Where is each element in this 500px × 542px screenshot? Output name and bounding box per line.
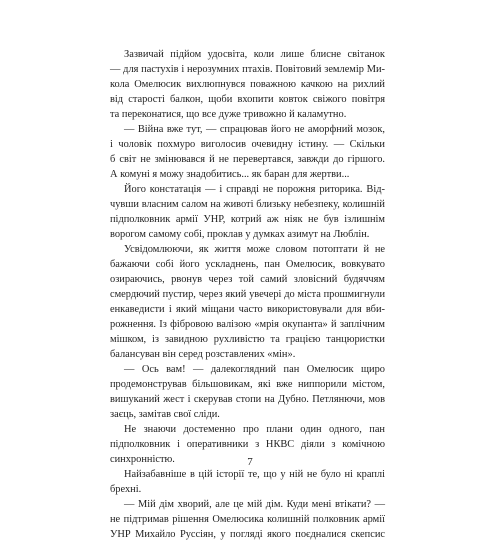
- text-line: мішком, із завидною рухливістю та грацією танцюристки: [110, 334, 385, 345]
- text-line: — Війна вже тут, — спрацював його не аморфний мозок,: [124, 124, 385, 135]
- paragraph: [110, 467, 385, 497]
- text-line: Його констатація — і справді не порожня риторика. Від-: [124, 184, 385, 195]
- text-line: чувши власним салом на животі близьку небезпеку, колишній: [110, 199, 385, 210]
- text-line: брехні.: [110, 484, 142, 495]
- text-line: — для пастухів і нерозумних птахів. Повітовий землемір Ми-: [110, 64, 385, 75]
- paragraph: [110, 242, 385, 362]
- text-line: — Мій дім хворий, але це мій дім. Куди мені втікати? —: [124, 499, 385, 510]
- text-line: смердючий пустир, через який увечері до міста прошмигнули: [110, 289, 385, 300]
- text-line: ворогом самому собі, проклав у думках азимут на Люблін.: [110, 229, 370, 240]
- text-line: — Ось вам! — далекоглядний пан Омелюсик щиро: [124, 364, 385, 375]
- text-line: вишуканий жест і скерував стопи на Дубно. Петлянючи, мов: [110, 394, 385, 405]
- paragraph: [110, 122, 385, 182]
- text-line: Не знаючи достеменно про плани один одного, пан: [124, 424, 385, 435]
- text-line: кола Омелюсик вихлюпнувся поважною качкою на рихлий: [110, 79, 385, 90]
- text-line: від старості балкон, щоби вхопити ковток свіжого повітря: [110, 94, 385, 105]
- text-line: рожнення. Із фібровою валізою «мрія окупанта» й заплічним: [110, 319, 385, 330]
- text-line: синхронністю.: [110, 454, 175, 465]
- text-line: заєць, замітав свої сліди.: [110, 409, 220, 420]
- text-line: та переконатися, що все дуже тривожно й каламутно.: [110, 109, 347, 120]
- paragraph: [110, 497, 385, 542]
- text-line: УНР Михайло Руссіян, у погляді якого поєдналися скепсис: [110, 529, 385, 540]
- text-line: бажаючи собі його ускладнень, пан Омелюсик, вовкувато: [110, 259, 385, 270]
- text-line: балансуван він серед розставлених «мін».: [110, 349, 296, 360]
- text-line: підполковник і оперативники з НКВС діяли з комічною: [110, 439, 385, 450]
- text-line: озираючись, рвонув через той самий зловісний будяччям: [110, 274, 385, 285]
- text-line: не підтримав рішення Омелюсика колишній полковник армії: [110, 514, 385, 525]
- text-line: А комуні я можу знадобитись... як баран для жертви...: [110, 169, 350, 180]
- text-line: Усвідомлюючи, як життя може словом потоптати й не: [124, 244, 385, 255]
- text-line: Найзабавніше в цій історії те, що у ній не було ні краплі: [124, 469, 385, 480]
- text-line: і чоловік похмуро виголосив очевидну істину. — Скільки: [110, 139, 385, 150]
- text-line: б світ не змінювався й не перевертався, завжди до гіршого.: [110, 154, 385, 165]
- text-line: продемонстрував більшовикам, які вже ниппорили містом,: [110, 379, 385, 390]
- text-line: енкаведисти і який міщани часто використовували для вби-: [110, 304, 385, 315]
- paragraph: [110, 182, 385, 242]
- page-number: 7: [247, 456, 253, 468]
- text-line: підполковник армії УНР, котрий аж ніяк не був ізлишнім: [110, 214, 385, 225]
- paragraph: [110, 47, 385, 122]
- text-line: Зазвичай підйом удосвіта, коли лише блисне світанок: [124, 49, 385, 60]
- paragraph: [110, 362, 385, 422]
